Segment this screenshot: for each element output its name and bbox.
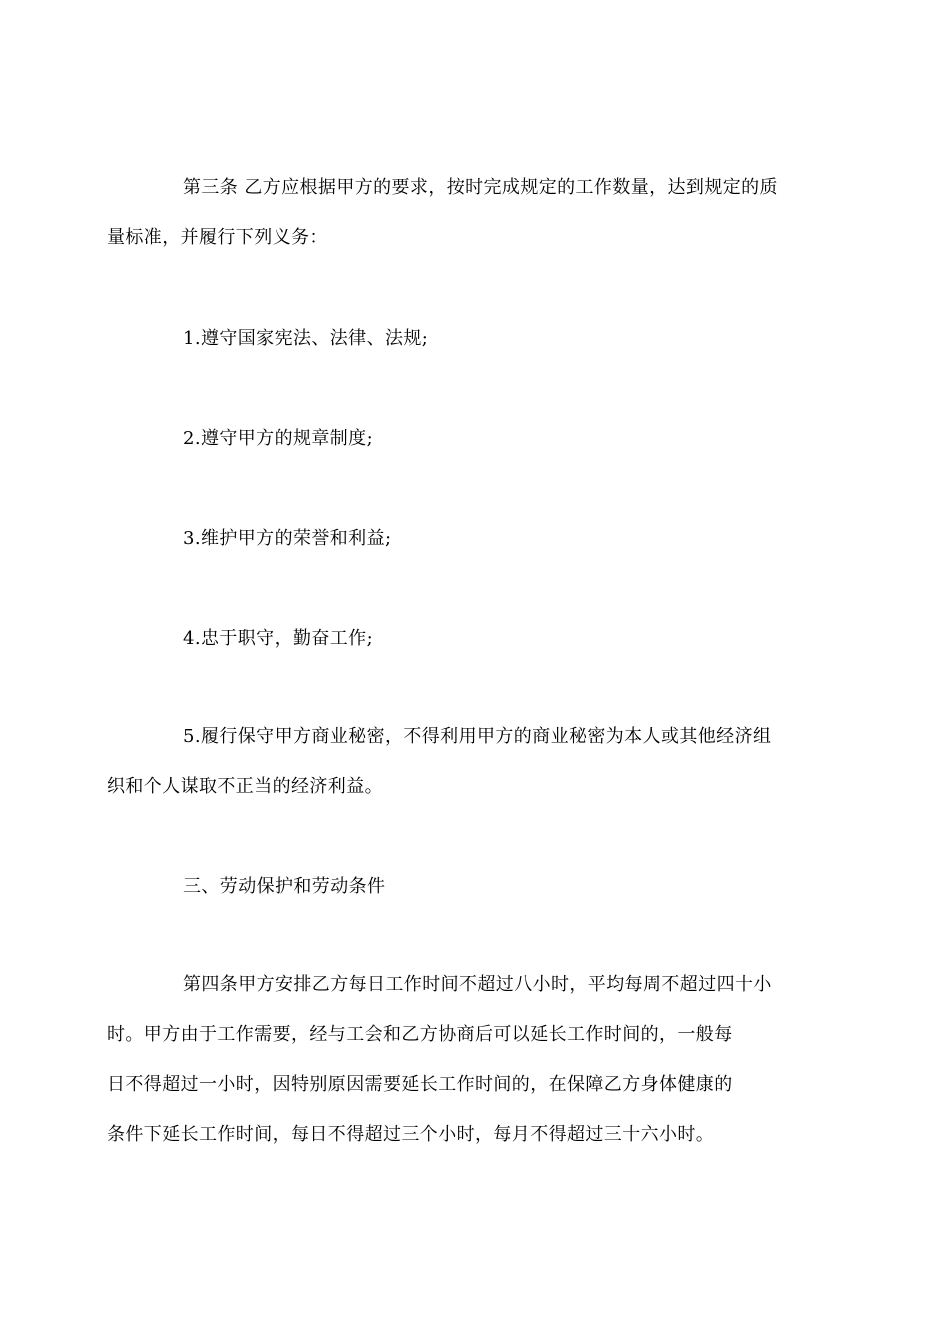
section-3-heading-text: 三、劳动保护和劳动条件 [183, 876, 386, 897]
obligation-item-5-line-1: 5.履行保守甲方商业秘密，不得利用甲方的商业秘密为本人或其他经济组 [183, 726, 772, 747]
obligation-item-2-text: 2.遵守甲方的规章制度; [183, 428, 374, 449]
article-4-line-2: 时。甲方由于工作需要，经与工会和乙方协商后可以延长工作时间的，一般每 [107, 1024, 733, 1045]
obligation-item-4-text: 4.忠于职守，勤奋工作; [183, 628, 374, 649]
obligation-item-1-text: 1.遵守国家宪法、法律、法规; [183, 328, 429, 349]
article-4-line-4: 条件下延长工作时间，每日不得超过三个小时，每月不得超过三十六小时。 [107, 1124, 715, 1145]
article-4-line-3: 日不得超过一小时，因特别原因需要延长工作时间的，在保障乙方身体健康的 [107, 1074, 733, 1095]
obligation-item-3 [145, 514, 809, 564]
section-3-heading [145, 862, 809, 912]
article-4-line-1: 第四条甲方安排乙方每日工作时间不超过八小时，平均每周不超过四十小 [183, 974, 772, 995]
obligation-item-4 [145, 614, 809, 664]
obligation-item-5 [107, 712, 809, 812]
article-3-paragraph [107, 163, 809, 263]
article-3-line-1: 第三条 乙方应根据甲方的要求，按时完成规定的工作数量，达到规定的质 [183, 177, 778, 198]
obligation-item-2 [145, 414, 809, 464]
article-3-line-2: 量标准，并履行下列义务： [107, 227, 328, 248]
obligation-item-3-text: 3.维护甲方的荣誉和利益; [183, 528, 392, 549]
obligation-item-5-line-2: 织和个人谋取不正当的经济利益。 [107, 776, 383, 797]
obligation-item-1 [145, 314, 809, 364]
article-4-paragraph [107, 960, 809, 1160]
